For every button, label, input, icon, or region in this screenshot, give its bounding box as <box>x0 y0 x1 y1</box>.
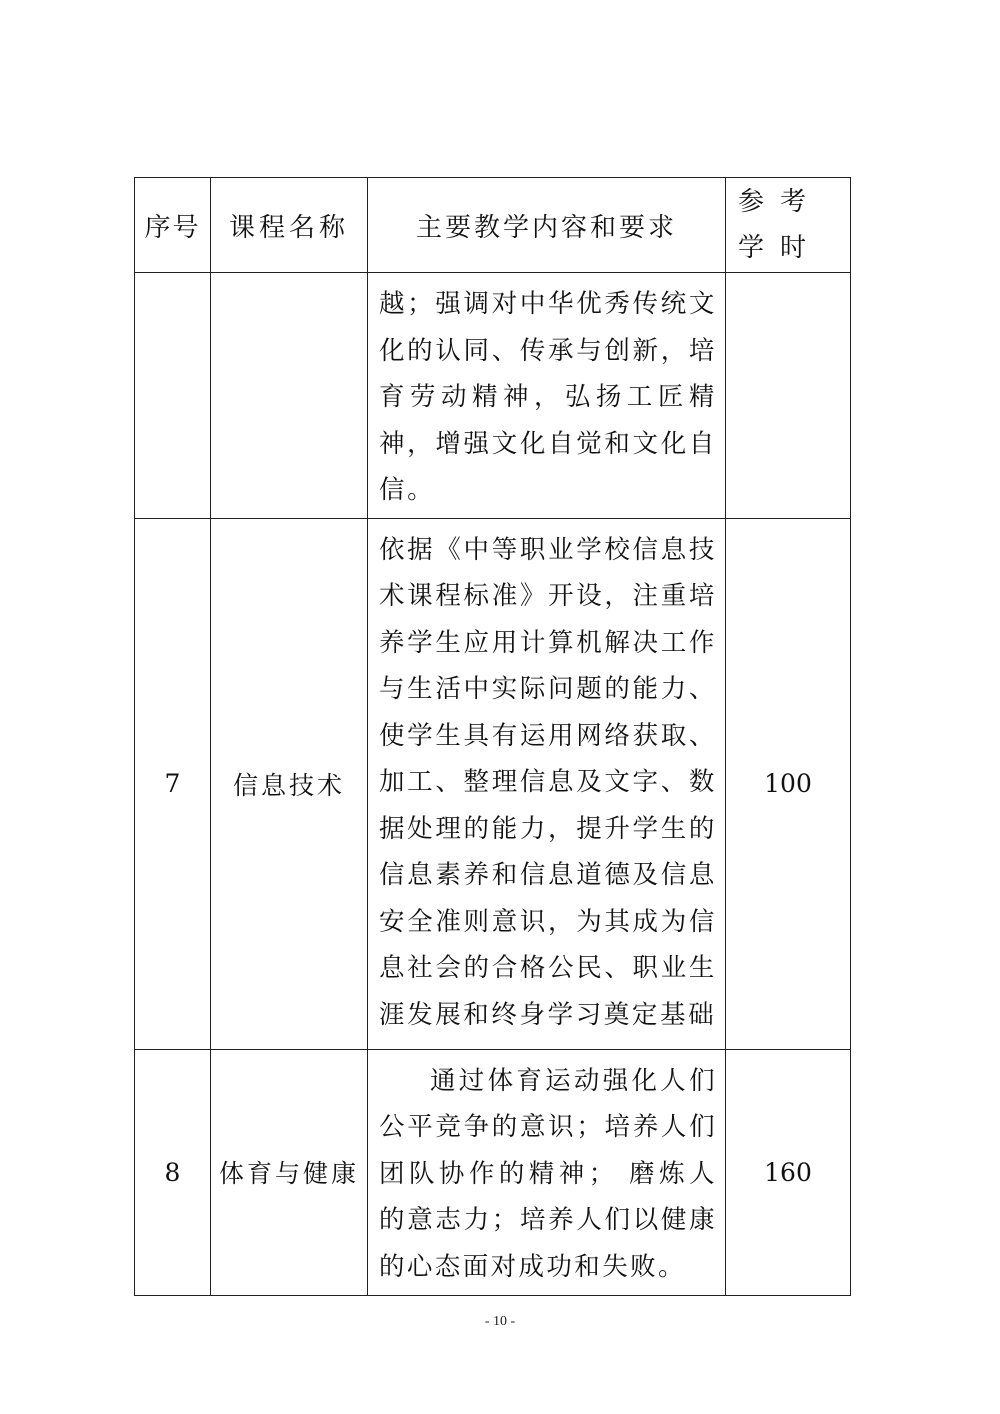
table-row <box>135 518 851 1049</box>
row-hours <box>726 273 851 519</box>
row-content: 通过体育运动强化人们公平竞争的意识；培养人们团队协作的精神； 磨炼人的意志力；培养人们以健康的心态面对成功和失败。 <box>379 1065 717 1282</box>
header-course-name: 课程名称 <box>211 178 368 273</box>
header-hours: 参考学时 <box>726 178 851 273</box>
row-hours: 160 <box>726 1049 851 1295</box>
row-hours: 100 <box>726 518 851 1049</box>
row-content: 依据《中等职业学校信息技术课程标准》开设，注重培养学生应用计算机解决工作与生活中实际问题的能力、使学生具有运用网络获取、加工、整理信息及文字、数据处理的能力，提升学生的信息素养和信息道德及信息安全准则意识，为其成为信息社会的合格公民、职业生涯发展和终身学习奠定基础 <box>379 534 717 1030</box>
table-header-row <box>135 178 851 273</box>
row-seq <box>135 273 211 519</box>
row-course-name: 信息技术 <box>211 518 368 1049</box>
row-content-cell <box>368 273 726 519</box>
page-number: - 10 - <box>484 1314 516 1329</box>
row-content: 越；强调对中华优秀传统文化的认同、传承与创新，培育劳动精神，弘扬工匠精神，增强文化自觉和文化自信。 <box>379 289 717 505</box>
header-content: 主要教学内容和要求 <box>368 178 726 273</box>
table-row <box>135 1049 851 1295</box>
row-content-cell <box>368 1049 726 1295</box>
header-seq: 序号 <box>135 178 211 273</box>
table-row <box>135 273 851 519</box>
row-content-cell <box>368 518 726 1049</box>
row-course-name: 体育与健康 <box>211 1049 368 1295</box>
course-table <box>134 177 851 1296</box>
row-seq: 8 <box>135 1049 211 1295</box>
row-seq: 7 <box>135 518 211 1049</box>
row-course-name <box>211 273 368 519</box>
